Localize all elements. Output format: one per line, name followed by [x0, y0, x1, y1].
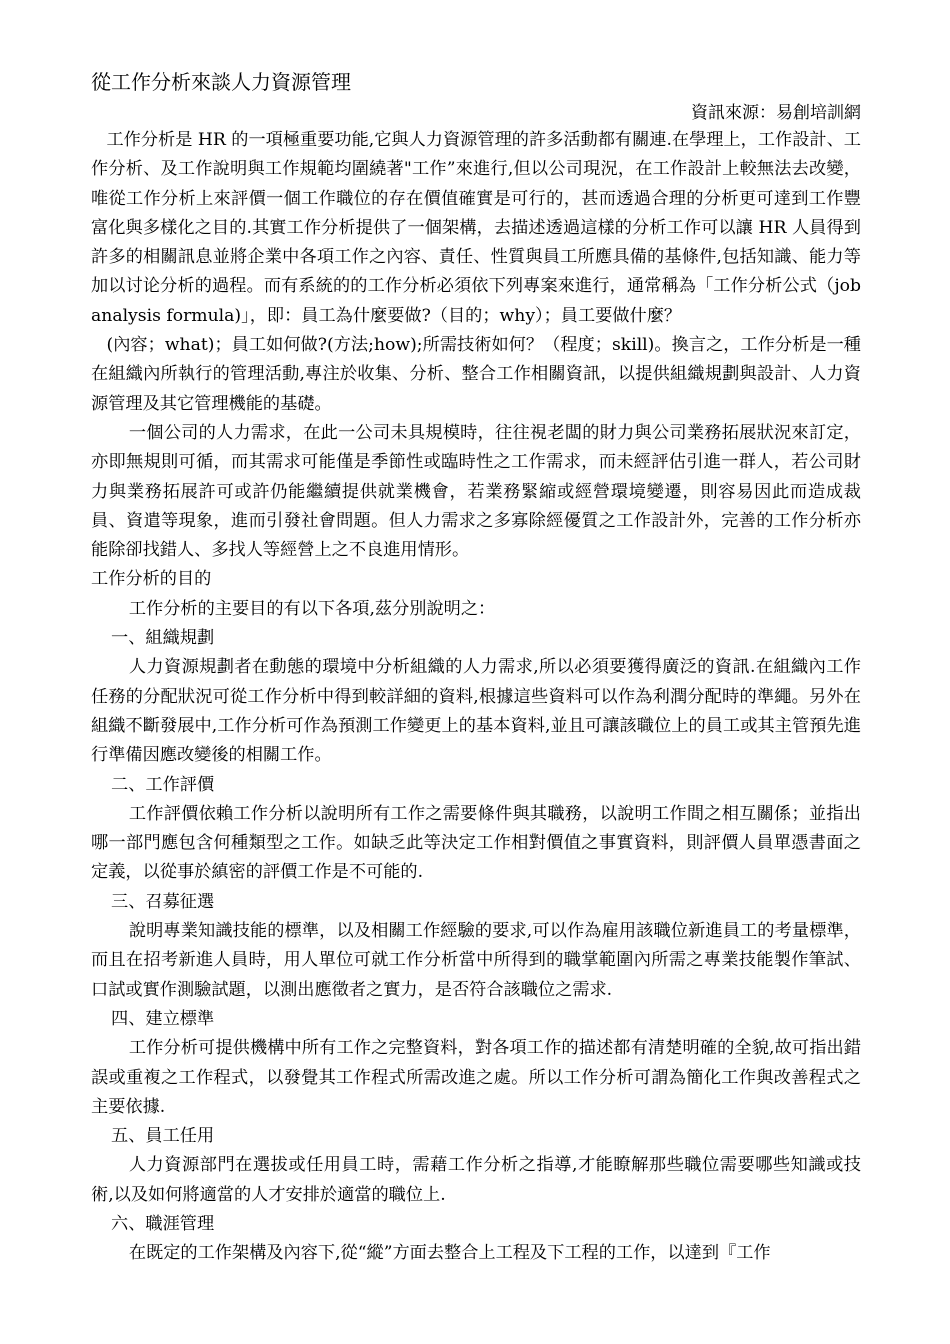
- section-standards: [91, 1005, 861, 1122]
- section-body: 工作分析可提供機構中所有工作之完整資料，對各項工作的描述都有清楚明確的全貌,故可指出錯誤或重複之工作程式，以發覺其工作程式所需改進之處。所以工作分析可謂為簡化工作與改善程式之主要依據.: [91, 1038, 861, 1117]
- section-body: 人力資源部門在選拔或任用員工時，需藉工作分析之指導,才能瞭解那些職位需要哪些知識或技術,以及如何將適當的人才安排於適當的職位上.: [91, 1155, 861, 1205]
- section-organization-planning: [91, 624, 861, 770]
- source-line: 資訊來源：易創培訓網: [691, 103, 861, 123]
- section-heading: 三、召募征選: [111, 891, 215, 912]
- section-heading: 五、員工任用: [111, 1126, 215, 1147]
- purpose-heading: 工作分析的目的: [91, 569, 212, 590]
- document-title: 從工作分析來談人力資源管理: [91, 70, 351, 94]
- section-recruitment: [91, 888, 861, 1005]
- section-body: 說明專業知識技能的標準，以及相關工作經驗的要求,可以作為雇用該職位新進員工的考量標準，而且在招考新進人員時，用人單位可就工作分析當中所得到的職掌範圍內所需之專業技能製作筆試、口試或實作測驗試題，以測出應徵者之實力，是否符合該職位之需求.: [91, 921, 861, 1000]
- section-job-evaluation: [91, 771, 861, 888]
- section-heading: 四、建立標準: [111, 1008, 215, 1029]
- section-heading: 一、組織規劃: [111, 628, 215, 649]
- section-body: 人力資源規劃者在動態的環境中分析組織的人力需求,所以必須要獲得廣泛的資訊.在組織內工作任務的分配狀況可從工作分析中得到較詳細的資料,根據這些資料可以作為利潤分配時的準繩。另外在組織不斷發展中,工作分析可作為預測工作變更上的基本資料,並且可讓該職位上的員工或其主管預先進行準備因應改變後的相關工作。: [91, 657, 861, 766]
- intro-paragraph-2: (內容；what)；員工如何做?(方法;how);所需技術如何？（程度；skill)。換言之，工作分析是一種在組織內所執行的管理活動,專注於收集、分析、整合工作相關資訊，以提供組織規劃與設計、人力資源管理及其它管理機能的基礎。: [91, 335, 861, 414]
- section-career-management: [91, 1210, 861, 1269]
- section-staffing: [91, 1122, 861, 1210]
- intro-paragraph-3: 一個公司的人力需求，在此一公司未具規模時，往往視老闆的財力與公司業務拓展狀況來訂定，亦即無規則可循，而其需求可能僅是季節性或臨時性之工作需求，而未經評估引進一群人，若公司財力與業務拓展許可或許仍能繼續提供就業機會，若業務緊縮或經營環境變遷，則容易因此而造成裁員、資遣等現象，進而引發社會問題。但人力需求之多寡除經優質之工作設計外，完善的工作分析亦能除卻找錯人、多找人等經營上之不良進用情形。: [91, 422, 861, 561]
- intro-paragraph-1: 工作分析是 HR 的一項極重要功能,它與人力資源管理的許多活動都有關連.在學理上，工作設計、工作分析、及工作說明與工作規範均圍繞著"工作”來進行,但以公司現況，在工作設計上較無法去改變，唯從工作分析上來評價一個工作職位的存在價值確實是可行的，甚而透過合理的分析更可達到工作豐富化與多樣化之目的.其實工作分析提供了一個架構，去描述透過這樣的分析工作可以讓 HR 人員得到許多的相關訊息並將企業中各項工作之內容、責任、性質與員工所應具備的基條件,包括知識、能力等加以讨论分析的過程。而有系統的的工作分析必須依下列專案來進行，通常稱為「工作分析公式（job analysis formula)」，即：員工為什麼要做?（目的；why）；員工要做什麼？: [91, 130, 861, 326]
- document-page: [91, 68, 861, 1269]
- section-heading: 六、職涯管理: [111, 1213, 215, 1234]
- section-body: 在既定的工作架構及內容下,從“縱”方面去整合上工程及下工程的工作，以達到『工作: [128, 1243, 771, 1264]
- purpose-intro: 工作分析的主要目的有以下各項,茲分別說明之：: [128, 598, 496, 619]
- section-heading: 二、工作評價: [111, 774, 215, 795]
- section-body: 工作評價依賴工作分析以說明所有工作之需要條件與其職務，以說明工作間之相互關係；並指出哪一部門應包含何種類型之工作。如缺乏此等決定工作相對價值之事實資料，則評價人員單憑書面之定義，以從事於縝密的評價工作是不可能的.: [91, 803, 861, 883]
